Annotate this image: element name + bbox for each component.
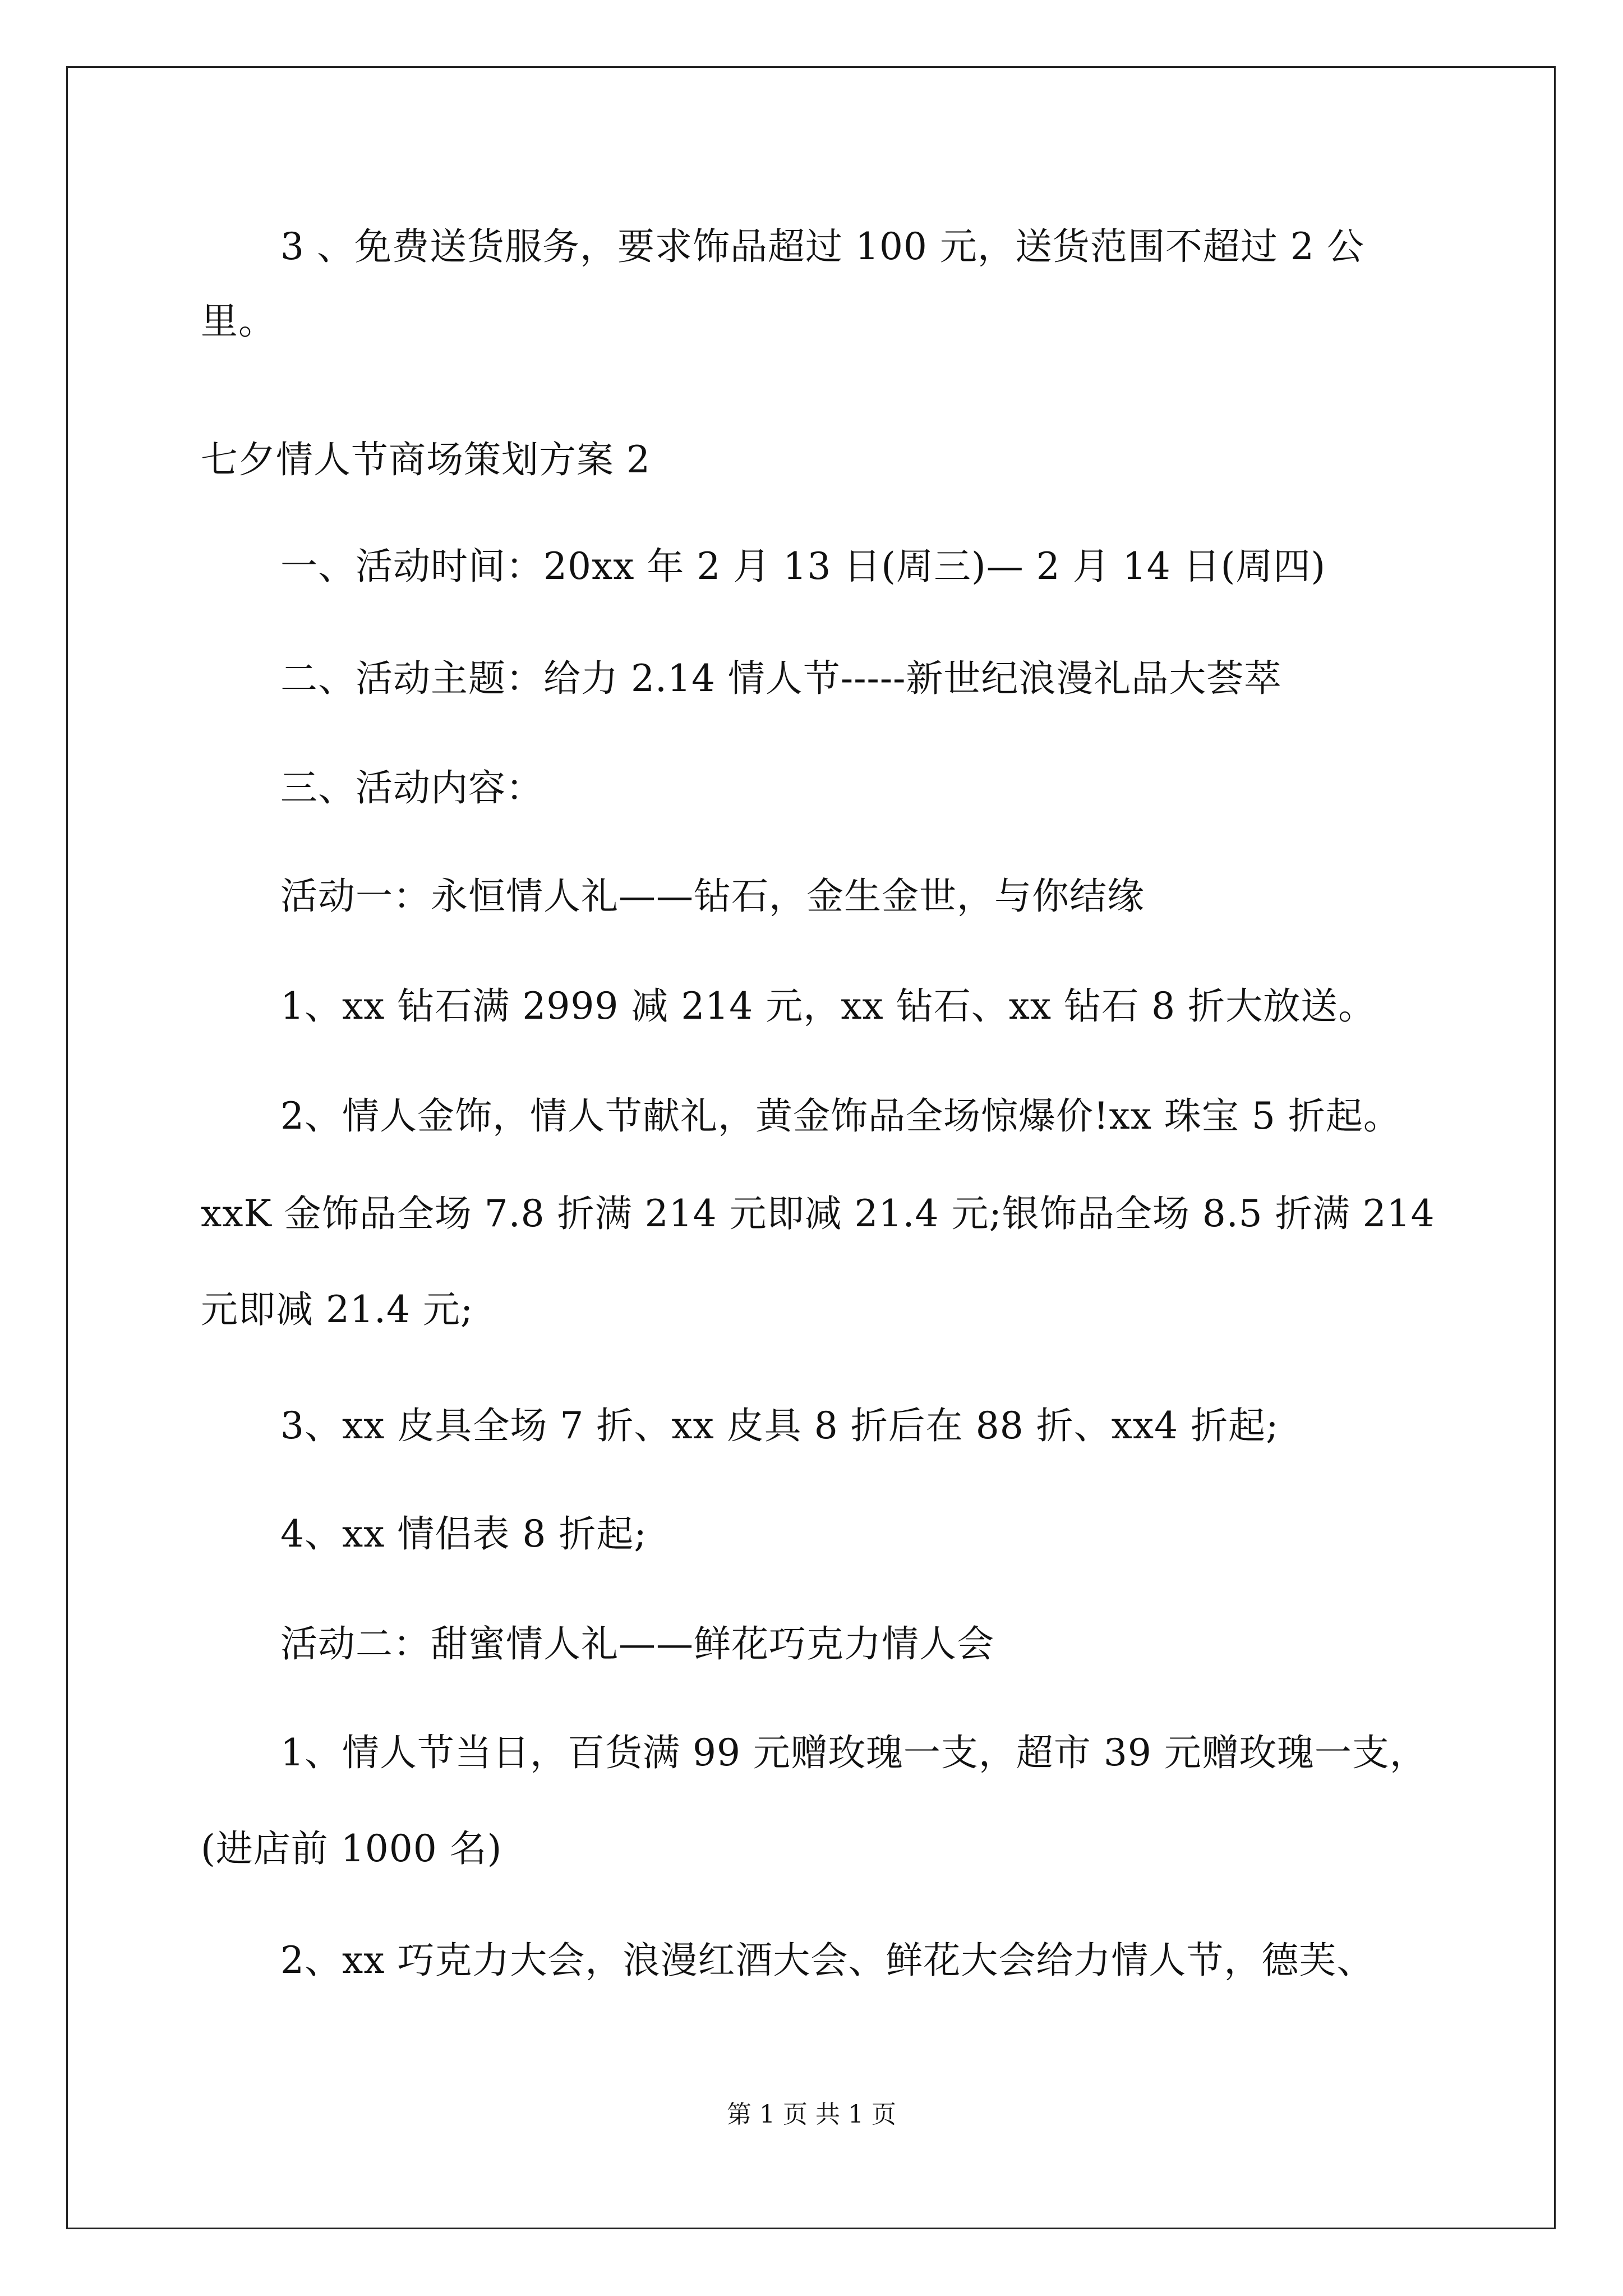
paragraph-line: 二、活动主题：给力 2.14 情人节-----新世纪浪漫礼品大荟萃 xyxy=(280,657,1282,700)
activity-heading: 活动一：永恒情人礼——钻石，金生金世，与你结缘 xyxy=(280,875,1145,918)
paragraph-line: 元即减 21.4 元; xyxy=(201,1288,474,1331)
paragraph-line: 2、情人金饰，情人节献礼，黄金饰品全场惊爆价!xx 珠宝 5 折起。 xyxy=(280,1094,1401,1138)
paragraph-line: 里。 xyxy=(201,300,276,343)
paragraph-line: 三、活动内容： xyxy=(280,766,543,809)
paragraph-line: (进店前 1000 名) xyxy=(201,1827,502,1870)
activity-heading: 活动二：甜蜜情人礼——鲜花巧克力情人会 xyxy=(280,1622,994,1665)
paragraph-line: 1、情人节当日，百货满 99 元赠玫瑰一支，超市 39 元赠玫瑰一支， xyxy=(280,1731,1427,1774)
paragraph-line: 2、xx 巧克力大会，浪漫红酒大会、鲜花大会给力情人节，德芙、 xyxy=(280,1939,1375,1982)
page-footer: 第 1 页 共 1 页 xyxy=(727,2100,896,2129)
paragraph-line: 3、xx 皮具全场 7 折、xx 皮具 8 折后在 88 折、xx4 折起; xyxy=(280,1404,1279,1447)
paragraph-line: 一、活动时间：20xx 年 2 月 13 日(周三)— 2 月 14 日(周四) xyxy=(280,545,1326,588)
paragraph-line: 4、xx 情侣表 8 折起; xyxy=(280,1512,647,1556)
paragraph-line: 3 、免费送货服务，要求饰品超过 100 元，送货范围不超过 2 公 xyxy=(280,225,1364,268)
paragraph-line: xxK 金饰品全场 7.8 折满 214 元即减 21.4 元;银饰品全场 8.5 折满 214 xyxy=(201,1192,1435,1235)
paragraph-line: 1、xx 钻石满 2999 减 214 元，xx 钻石、xx 钻石 8 折大放送。 xyxy=(280,984,1376,1028)
section-title: 七夕情人节商场策划方案 2 xyxy=(201,438,651,481)
page-border xyxy=(66,66,1556,2229)
